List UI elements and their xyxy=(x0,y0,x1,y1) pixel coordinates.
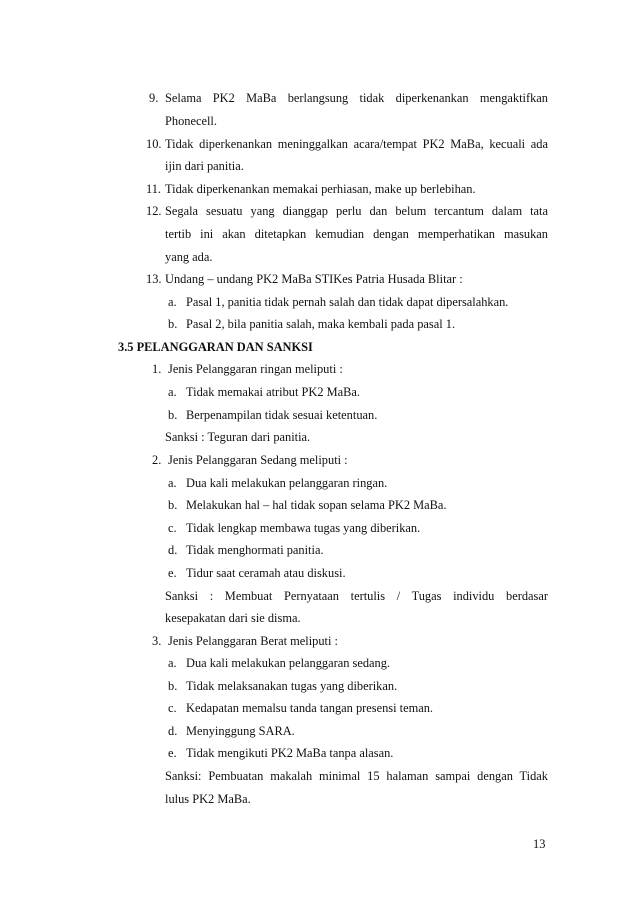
list-item-text: Tidak diperkenankan memakai perhiasan, make up berlebihan. xyxy=(165,182,476,196)
sub-item-letter: e. xyxy=(168,746,177,760)
list-item-text-continued: tertib ini akan ditetapkan kemudian dengan memperhatikan masukan xyxy=(165,227,548,241)
page-number: 13 xyxy=(533,837,546,851)
list-item-text-continued: ijin dari panitia. xyxy=(165,159,244,173)
list-item-text: Tidak diperkenankan meninggalkan acara/tempat PK2 MaBa, kecuali ada xyxy=(165,137,548,151)
sub-item-letter: b. xyxy=(168,408,178,422)
list-item-text-continued: Phonecell. xyxy=(165,114,217,128)
list-item-text: Segala sesuatu yang dianggap perlu dan belum tercantum dalam tata xyxy=(165,204,548,218)
sub-item-text: Berpenampilan tidak sesuai ketentuan. xyxy=(186,408,378,422)
sub-item-text: Tidak melaksanakan tugas yang diberikan. xyxy=(186,679,398,693)
sub-item-text: Tidak memakai atribut PK2 MaBa. xyxy=(186,385,361,399)
sub-item-letter: b. xyxy=(168,498,178,512)
sub-item-text: Menyinggung SARA. xyxy=(186,724,295,738)
list-item-text: Selama PK2 MaBa berlangsung tidak diperkenankan mengaktifkan xyxy=(165,91,548,105)
sub-item-letter: a. xyxy=(168,385,177,399)
sub-item-letter: c. xyxy=(168,521,177,535)
list-number: 10. xyxy=(146,137,162,151)
sub-item-letter: b. xyxy=(168,679,178,693)
sub-item-letter: a. xyxy=(168,295,177,309)
sub-item-text: Dua kali melakukan pelanggaran sedang. xyxy=(186,656,391,670)
sub-item-text: Pasal 1, panitia tidak pernah salah dan tidak dapat dipersalahkan. xyxy=(186,295,509,309)
sub-item-letter: c. xyxy=(168,701,177,715)
list-number: 9. xyxy=(149,91,159,105)
sub-item-text: Dua kali melakukan pelanggaran ringan. xyxy=(186,476,388,490)
sub-item-text: Pasal 2, bila panitia salah, maka kembali pada pasal 1. xyxy=(186,317,456,331)
violation-type-title: Jenis Pelanggaran Berat meliputi : xyxy=(168,634,338,648)
sub-item-letter: a. xyxy=(168,476,177,490)
list-number: 1. xyxy=(152,362,162,376)
sub-item-letter: d. xyxy=(168,724,178,738)
list-number: 13. xyxy=(146,272,162,286)
list-number: 12. xyxy=(146,204,162,218)
violation-type-title: Jenis Pelanggaran Sedang meliputi : xyxy=(168,453,348,467)
sub-item-text: Tidur saat ceramah atau diskusi. xyxy=(186,566,346,580)
section-heading: 3.5 PELANGGARAN DAN SANKSI xyxy=(118,340,313,354)
sub-item-letter: b. xyxy=(168,317,178,331)
list-item-text-continued: yang ada. xyxy=(165,250,213,264)
sub-item-letter: a. xyxy=(168,656,177,670)
list-number: 3. xyxy=(152,634,162,648)
sanction-text: Sanksi : Teguran dari panitia. xyxy=(165,430,311,444)
sub-item-text: Melakukan hal – hal tidak sopan selama PK2 MaBa. xyxy=(186,498,447,512)
sanction-text-continued: lulus PK2 MaBa. xyxy=(165,792,251,806)
sanction-text: Sanksi: Pembuatan makalah minimal 15 halaman sampai dengan Tidak xyxy=(165,769,548,783)
sub-item-text: Tidak lengkap membawa tugas yang diberikan. xyxy=(186,521,421,535)
sanction-text-continued: kesepakatan dari sie disma. xyxy=(165,611,301,625)
sub-item-text: Tidak mengikuti PK2 MaBa tanpa alasan. xyxy=(186,746,394,760)
sub-item-text: Kedapatan memalsu tanda tangan presensi teman. xyxy=(186,701,434,715)
list-number: 11. xyxy=(146,182,162,196)
sanction-text: Sanksi : Membuat Pernyataan tertulis / Tugas individu berdasar xyxy=(165,589,548,603)
sub-item-letter: d. xyxy=(168,543,178,557)
list-item-text: Undang – undang PK2 MaBa STIKes Patria Husada Blitar : xyxy=(165,272,463,286)
violation-type-title: Jenis Pelanggaran ringan meliputi : xyxy=(168,362,343,376)
list-number: 2. xyxy=(152,453,162,467)
sub-item-text: Tidak menghormati panitia. xyxy=(186,543,324,557)
sub-item-letter: e. xyxy=(168,566,177,580)
